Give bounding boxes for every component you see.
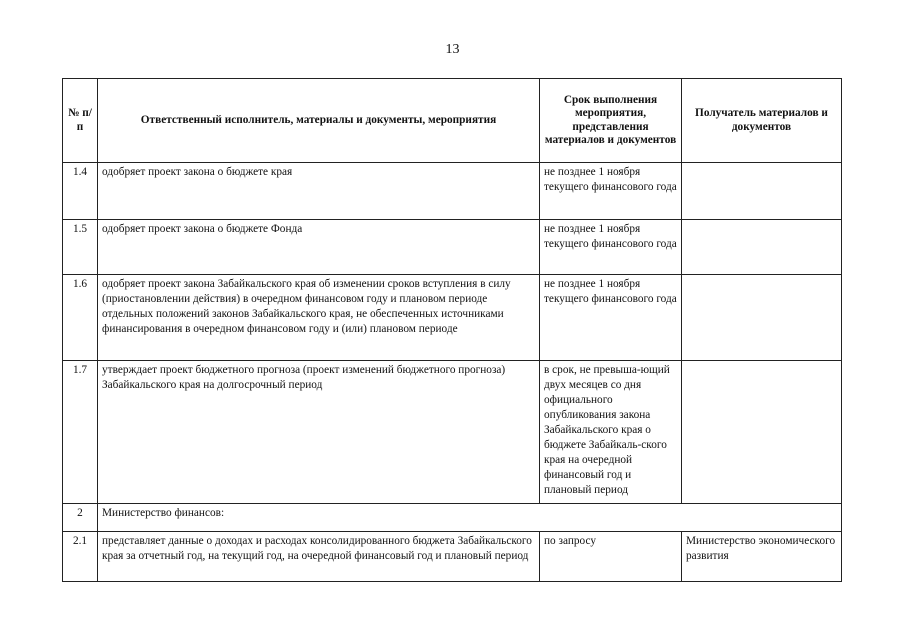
section-title: Министерство финансов: <box>98 504 842 532</box>
row-text: одобряет проект закона о бюджете Фонда <box>98 220 540 275</box>
row-text: одобряет проект закона Забайкальского края об изменении сроков вступления в силу (приостановлении действия) в очередном финансовом году и плановом периоде отдельных положений законов Забайкальского края, не обеспеченных источниками финансирования в очередном финансовом году и (или) плановом периоде <box>98 275 540 361</box>
row-deadline: не позднее 1 ноября текущего финансового года <box>540 275 682 361</box>
deadlines-table <box>62 78 842 582</box>
row-number: 1.5 <box>63 220 98 275</box>
row-text: представляет данные о доходах и расходах консолидированного бюджета Забайкальского края за отчетный год, на текущий год, на очередной финансовый год и плановый период <box>98 532 540 582</box>
row-recipient <box>682 163 842 220</box>
table-row <box>63 275 842 361</box>
row-number: 1.7 <box>63 361 98 504</box>
header-number: № п/п <box>63 79 98 163</box>
row-recipient <box>682 275 842 361</box>
row-text: утверждает проект бюджетного прогноза (проект изменений бюджетного прогноза) Забайкальского края на долгосрочный период <box>98 361 540 504</box>
header-recipient: Получатель материалов и документов <box>682 79 842 163</box>
row-text: одобряет проект закона о бюджете края <box>98 163 540 220</box>
row-recipient <box>682 220 842 275</box>
header-executor: Ответственный исполнитель, материалы и документы, мероприятия <box>98 79 540 163</box>
table-row <box>63 532 842 582</box>
row-number: 1.6 <box>63 275 98 361</box>
section-row <box>63 504 842 532</box>
row-number: 2.1 <box>63 532 98 582</box>
table-row <box>63 163 842 220</box>
page-number: 13 <box>445 42 460 57</box>
row-deadline: по запросу <box>540 532 682 582</box>
header-deadline: Срок выполнения мероприятия, представления материалов и документов <box>540 79 682 163</box>
row-deadline: не позднее 1 ноября текущего финансового года <box>540 163 682 220</box>
table-row <box>63 220 842 275</box>
table-row <box>63 361 842 504</box>
row-deadline: в срок, не превыша-ющий двух месяцев со дня официального опубликования закона Забайкальского края о бюджете Забайкаль-ского края на очередной финансовый год и плановый период <box>540 361 682 504</box>
row-number: 1.4 <box>63 163 98 220</box>
row-recipient <box>682 361 842 504</box>
row-recipient: Министерство экономического развития <box>682 532 842 582</box>
row-deadline: не позднее 1 ноября текущего финансового года <box>540 220 682 275</box>
table-header-row <box>63 79 842 163</box>
section-number: 2 <box>63 504 98 532</box>
